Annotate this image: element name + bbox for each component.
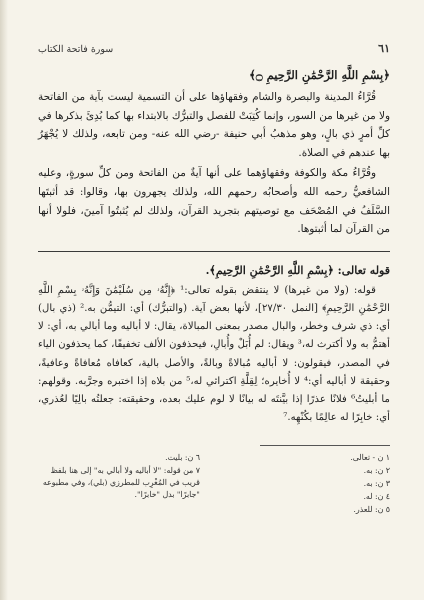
footnote: ٧ من قوله: "لا أباليه ولا أبالي به" إلى هنا بلفظ قريب في المُغْرِب للمطرزي (بلي)، وفي مطبوعه "جابرًا" بدل "خابرًا". <box>42 466 200 500</box>
main-paragraph-1: قُرَّاءُ المدينة والبصرة والشام وفقهاؤها على أن التسمية ليست بآية من الفاتحة ولا من غيرها من السور، وإنما كُتِبَتْ للفصل والتبرُّك بالابتداء بها كما بُدِئَ بذكرها في كلِّ أمرٍ ذي بالٍ، وهو مذهبُ أبي حنيفة -رضي الله عنه- ومن تابعه، ولذلك لا يُجْهَرُ بها عندهم في الصلاة. <box>38 91 390 159</box>
footnotes-right-column <box>228 452 390 517</box>
basmala-heading: ﴿بِسْمِ اللَّهِ الرَّحْمَٰنِ الرَّحِيمِ ۝﴾ <box>249 68 390 82</box>
footnote: ٦ ن: بليت. <box>165 453 200 463</box>
footnote: ٢ ن: به. <box>363 466 390 476</box>
footnote: ٣ ن: به. <box>363 479 390 489</box>
page-number: ٦١ <box>378 42 390 55</box>
footnote: ٥ ن: للعذر. <box>353 505 390 515</box>
footnote: ١ ن - تعالى. <box>350 453 390 463</box>
commentary-heading: قوله تعالى: ﴿بِسْمِ اللَّهِ الرَّحْمَٰنِ الرَّحِيمِ﴾. <box>205 263 390 277</box>
page-content <box>38 66 390 517</box>
commentary-section <box>38 262 390 428</box>
footnotes <box>38 452 390 517</box>
running-header <box>38 42 390 55</box>
running-title: سورة فاتحة الكتاب <box>38 44 114 55</box>
footnote: ٤ ن: له. <box>363 492 390 502</box>
section-divider <box>38 251 390 252</box>
footnote-divider <box>260 445 390 446</box>
footnotes-left-column <box>38 452 200 517</box>
commentary-paragraph: قوله: (ولا من غيرها) لا ينتقض بقوله تعالى:¹ ﴿إِنَّهُۥ مِن سُلَيْمَٰنَ وَإِنَّهُۥ بِسْمِ اللَّهِ الرَّحْمَٰنِ الرَّحِيمِ﴾ [النمل ٢٧/٣٠]، لأنها بعض آية. (والتبرُّك) أي: التيمُّن به.² (ذي بال) أي: ذي شرف وخطر، والبال مصدر بمعنى المبالاة، يقال: لا أباليه وما أبالي به، أي: لا أهتمُّ به ولا أكترث له،³ ويقال: لم أُبَلْ وأُبالِ، فيحذفون الألف تخفيفًا، كما يحذفون الياء في المصدر، فيقولون: لا أباليه مُبالاةً وبالةً، والأصل بالية، كعافاه مُعافاةً وعافيةً، وحقيقة لا أباليه أي:⁴ لا أُخايره؛ لِقِلَّةِ اكتراثي له،⁵ من بلاه إذا اختبره وجرَّبه. وقولهم: ما أبليتُ⁶ فلانًا عذرًا إذا بيَّنتَه له بيانًا لا لوم عليك بعده، وحقيقته: جعلتُه بالِيًا لعُذري، أي: خابِرًا له عالِمًا بكُنْهِه.⁷ <box>38 284 391 424</box>
main-paragraph-2: وقُرَّاءُ مكة والكوفة وفقهاؤهما على أنها آيةٌ من الفاتحة ومن كلِّ سورةٍ، وعليه الشافعيُّ رحمه الله وأصحابُه رحمهم الله، ولذلك يجهرون بها، وقالوا: قد أثبتَها السَّلَفُ في المُصْحَف مع توصيتهم بتجريد القرآن، ولذلك لم يُثبتُوا آمينَ، فلولا أنها من القرآن لما أثبتوها. <box>38 167 390 236</box>
